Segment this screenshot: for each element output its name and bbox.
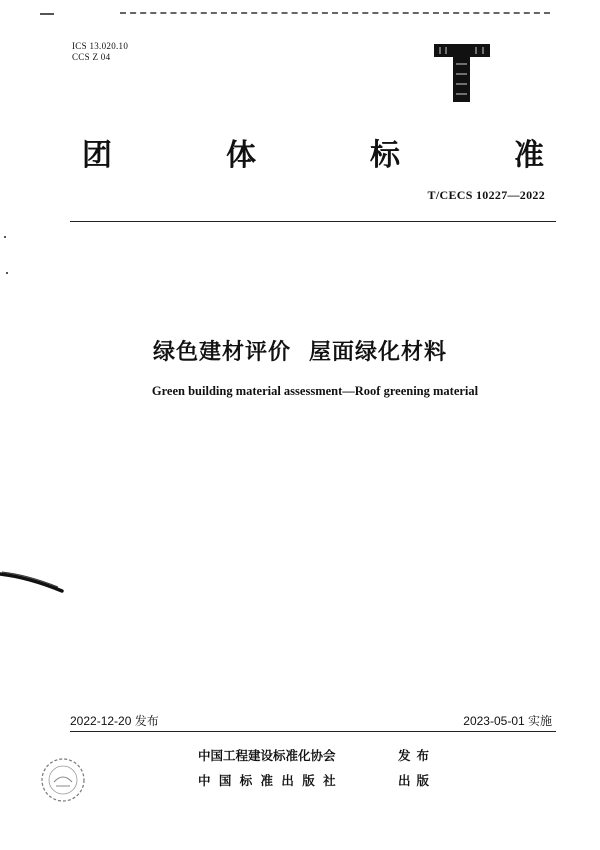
- publishing-organization: 中 国 标 准 出 版 社: [198, 773, 338, 788]
- publishing-action: 出版: [398, 773, 436, 788]
- scan-top-edge: [120, 12, 550, 14]
- standard-type-char: 准: [514, 138, 544, 173]
- scan-mark: [40, 13, 54, 15]
- scan-dot: [6, 272, 8, 274]
- ics-code: ICS 13.020.10: [72, 41, 129, 51]
- ccs-code: CCS Z 04: [72, 52, 111, 62]
- footer-divider: [70, 731, 556, 732]
- standard-type-char: 标: [370, 138, 400, 173]
- standard-number: T/CECS 10227—2022: [427, 188, 545, 202]
- standard-type-char: 团: [82, 138, 112, 173]
- chinese-title: [0, 335, 600, 366]
- header-divider: [70, 221, 556, 222]
- classification-codes: [72, 41, 128, 63]
- issue-date: 2022-12-20 发布: [70, 714, 159, 728]
- issuing-organization: 中国工程建设标准化协会: [198, 748, 336, 763]
- scan-streak: [0, 568, 70, 594]
- chinese-title-part1: 绿色建材评价: [152, 340, 291, 365]
- standard-type-heading: [82, 130, 552, 173]
- chinese-title-part2: 屋面绿化材料: [309, 340, 448, 365]
- issuing-action: 发布: [398, 748, 436, 763]
- implementation-date: 2023-05-01 实施: [463, 714, 552, 728]
- category-letter-logo: [434, 44, 490, 102]
- scan-dot: [4, 236, 6, 238]
- standard-type-char: 体: [226, 138, 256, 173]
- english-title: Green building material assessment—Roof greening material: [151, 384, 479, 398]
- association-seal: [38, 755, 88, 805]
